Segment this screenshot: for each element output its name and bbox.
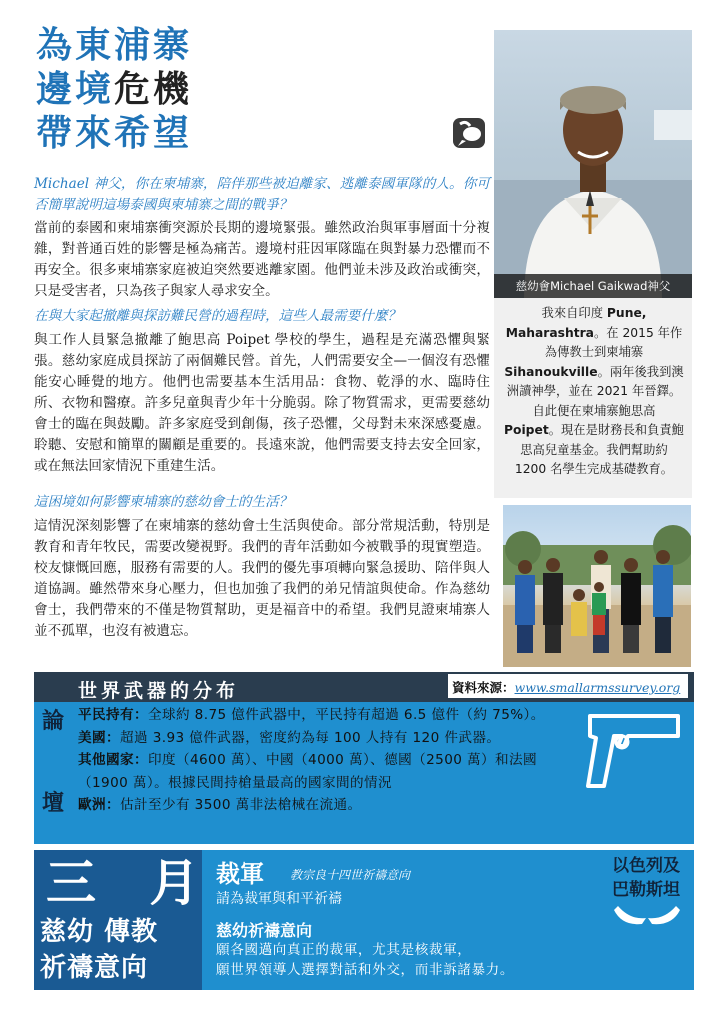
bio-place-1: Pune, Maharashtra	[505, 306, 647, 340]
title-line-2-dark: 危機	[114, 69, 193, 110]
pope-intention-label: 教宗良十四世祈禱意向	[290, 868, 411, 882]
europe-text: 估計至少有 3500 萬非法槍械在流通。	[119, 797, 362, 813]
fact-usa	[78, 727, 578, 750]
answer-2: 與工作人員緊急撤離了鮑思高 Poipet 學校的學生，過程是充滿恐懼與緊張。慈幼家庭成員探訪了兩個難民營。首先，人們需要安全—一個沒有恐懼能安心睡覺的地方。他們也需要基本生活用品：食物、乾淨的水、臨時住所、衣物和醫療。許多兒童與青少年十分脆弱。除了物質需求，更需要慈幼會士的臨在與鼓勵。許多家庭受到創傷，孩子恐懼，父母對未來深感憂慮。聆聽、安慰和簡單的關顧是重要的。長遠來說，他們需要支持去安全回家，或在無法回家情況下重建生活。	[34, 332, 490, 474]
chat-bubble-icon	[452, 116, 486, 150]
bio-place-2: Sihanoukville	[504, 364, 598, 379]
civilian-text: 全球約 8.75 億件武器中，平民持有超過 6.5 億件（約 75%）。	[147, 707, 545, 723]
fact-other	[78, 749, 578, 794]
arms-facts	[78, 704, 578, 817]
bio-part-1: 我來自印度	[541, 306, 607, 320]
region-line-1: 以色列及	[612, 856, 680, 876]
region-line-2: 巴勒斯坦	[612, 880, 680, 900]
photo-caption: 慈幼會Michael Gaikwad神父	[494, 274, 692, 298]
fact-europe	[78, 794, 578, 817]
question-2: 在與大家起撤離與探訪難民營的過程時，這些人最需要什麼？	[34, 308, 402, 324]
forum-char-2: 壇	[42, 791, 65, 816]
title-line-2	[36, 68, 296, 112]
praying-hands-icon	[612, 904, 682, 930]
bio-part-4: 。現在是財務長和負責鮑思高兒童基金。我們幫助約 1200 名學生完成基礎教育。	[514, 423, 684, 476]
handgun-icon	[584, 706, 684, 792]
arms-title: 世界武器的分布	[78, 680, 240, 702]
prayer-region	[598, 854, 694, 902]
fact-civilian	[78, 704, 578, 727]
europe-label: 歐洲：	[78, 797, 120, 813]
other-text: 印度（4600 萬）、中國（4000 萬）、德國（2500 萬）和法國（1900 萬）。根據民間持槍量最高的國家間的情況	[78, 752, 537, 791]
bio-part-3: 。兩年後我到澳洲讀神學，並在 2021 年晉鐸。自此便在柬埔寨鮑思高	[506, 364, 684, 418]
answer-1: 當前的泰國和柬埔寨衝突源於長期的邊境緊張。雖然政治與軍事層面十分複雜，對普通百姓的影響是極為痛苦。邊境村莊因軍隊臨在與對暴力恐懼而不再安全。很多柬埔寨家庭被迫突然要逃離家園。他們並未涉及政治或衝突，只是受害者，只為孩子與家人尋求安全。	[34, 220, 490, 299]
question-3: 這困境如何影響柬埔寨的慈幼會士的生活？	[34, 494, 293, 510]
prayer-month: 三 月	[46, 854, 218, 912]
civilian-label: 平民持有：	[78, 707, 148, 723]
priest-portrait-illustration	[494, 30, 692, 300]
salesian-heading: 慈幼祈禱意向	[216, 921, 313, 940]
arms-source	[452, 678, 680, 696]
title-line-1: 為東浦寨	[36, 25, 193, 66]
bio-part-2: 。在 2015 年作為傳教士到柬埔寨	[544, 325, 683, 359]
group-photo-illustration	[503, 505, 691, 667]
source-label: 資料來源：	[452, 680, 515, 695]
page-title	[36, 24, 296, 156]
other-label: 其他國家：	[78, 752, 148, 768]
priest-bio	[504, 304, 684, 480]
title-line-3: 帶來希望	[36, 113, 193, 154]
intention-line-2: 願世界領導人選擇對話和外交，而非訴諸暴力。	[216, 962, 515, 978]
answer-3: 這情況深刻影響了在柬埔寨的慈幼會士生活與使命。部分常規活動，特別是教育和青年牧民，需要改變視野。我們的青年活動如今被戰爭的現實塑造。校友慷慨回應，服務有需要的人。我們的優先事項轉向緊急援助、陪伴與人道協調。雖然帶來身心壓力，但也加強了我們的弟兄情誼與使命。作為慈幼會士，我們帶來的不僅是物質幫助，更是福音中的希望。我們見證柬埔寨人並不孤單，也沒有被遺忘。	[34, 518, 490, 639]
intention-line-1: 願各國邁向真正的裁軍，尤其是核裁軍，	[216, 942, 472, 958]
priest-photo	[494, 30, 692, 300]
usa-text: 超過 3.93 億件武器，密度約為每 100 人持有 120 件武器。	[119, 729, 501, 746]
question-1: Michael 神父，你在柬埔寨，陪伴那些被迫離家、逃離泰國軍隊的人。你可否簡單說明這場泰國與柬埔寨之間的戰爭？	[34, 176, 490, 213]
prayer-subtitle: 請為裁軍與和平祈禱	[216, 891, 342, 907]
bio-place-3: Poipet	[504, 423, 549, 437]
prayer-topic: 裁軍	[216, 860, 264, 888]
source-link[interactable]: www.smallarmssurvey.org	[514, 680, 681, 695]
title-line-2-blue: 邊境	[36, 69, 115, 110]
salesian-intention	[216, 940, 596, 980]
usa-label: 美國：	[78, 729, 120, 746]
prayer-label-line-2: 祈禱意向	[40, 953, 149, 983]
prayer-label	[40, 914, 200, 986]
forum-char-1: 論	[42, 709, 65, 734]
prayer-label-line-1: 慈幼 傳教	[40, 917, 159, 947]
group-photo	[503, 505, 691, 667]
